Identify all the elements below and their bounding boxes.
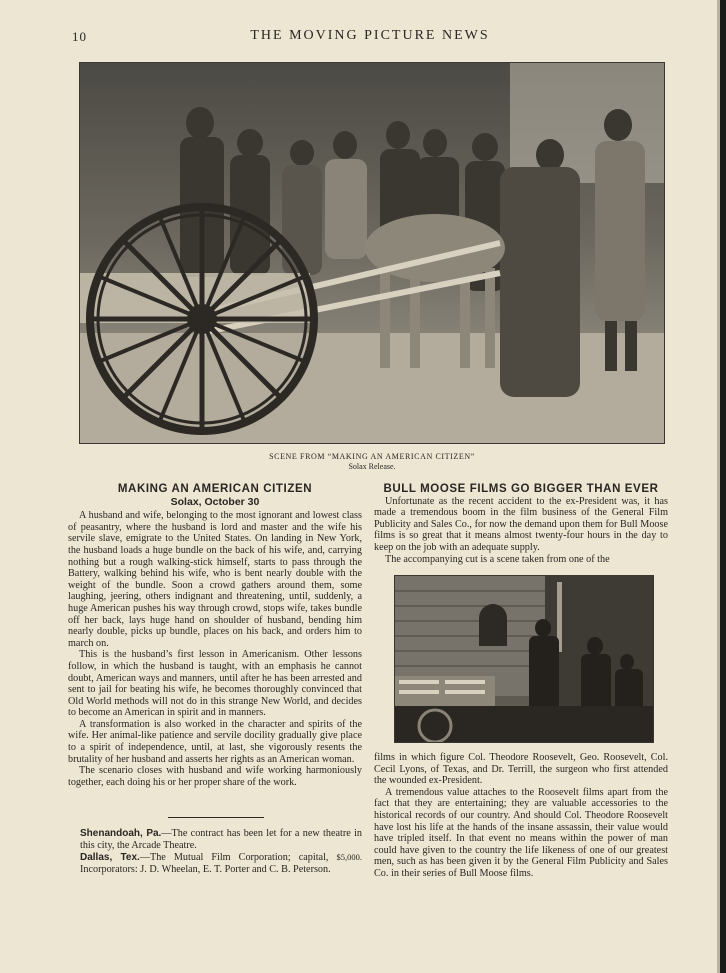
article-title: BULL MOOSE FILMS GO BIGGER THAN EVER bbox=[383, 483, 659, 495]
publication-masthead: THE MOVING PICTURE NEWS bbox=[250, 28, 490, 43]
article-paragraph: The accompanying cut is a scene taken from one of the bbox=[385, 553, 610, 565]
cart-crowd-illustration bbox=[80, 63, 664, 443]
page-edge-shadow bbox=[720, 0, 726, 973]
trade-note-shenandoah bbox=[80, 828, 362, 851]
note-text: Incorporators: J. D. Wheelan, E. T. Porter and C. B. Peterson. bbox=[80, 863, 331, 875]
note-text: —The Mutual Film Corporation; capital, bbox=[139, 852, 329, 864]
article-paragraph: A husband and wife, belonging to the most ignorant and lowest class of peasantry, where the husband is lord and master and the wife his servile slave, emigrate to the United States. On landing in New York, the husband loads a huge bundle on the back of his wife, and, carrying nothing but a rough walking-stick himself, starts to pass through the Battery, walking behind his wife, who is bent nearly double with the weight of the bundle. Soon a crowd gathers around them, some laughing, jeering, others indignant and threatening, until, suddenly, a huge American pushes his way through crowd, stops wife, takes bundle off her back, lays huge hand on shoulder of husband, bending him nearly double, picks up bundle, places on his back, and orders him to march on. bbox=[68, 510, 362, 649]
article-title: MAKING AN AMERICAN CITIZEN bbox=[117, 483, 313, 495]
article-paragraph: The scenario closes with husband and wife working harmoniously together, each doing his or her proper share of the work. bbox=[68, 765, 362, 788]
page-number: 10 bbox=[72, 29, 87, 44]
article-paragraph: A transformation is also worked in the character and spirits of the wife. Her animal-like patience and servile docility gradually give place to a spirit of independence, until, at last, she vigorously resents the brutality of her husband and asserts her rights as an American woman. bbox=[68, 718, 362, 765]
note-dateline: Shenandoah, Pa. bbox=[80, 828, 162, 839]
film-scene-photo bbox=[79, 62, 665, 444]
roosevelt-scene-illustration bbox=[395, 576, 653, 742]
note-amount: $5,000. bbox=[336, 852, 362, 863]
trade-notes bbox=[80, 828, 362, 876]
photo-credit: Solax Release. bbox=[348, 462, 396, 471]
article-paragraph: Unfortunate as the recent accident to the ex-President was, it has made a tremendous boom in the film business of the General Film Publicity and Sales Co., for now the demand upon them for Bull Moose films is so great that it means almost twenty-four hours in the day to keep on the job with an adequate supply. bbox=[374, 495, 668, 553]
page-edge-highlight bbox=[717, 0, 720, 973]
article-paragraph: films in which figure Col. Theodore Roosevelt, Geo. Roosevelt, Col. Cecil Lyons, of Texas, and Dr. Terrill, the surgeon who first attended the wounded ex-President. bbox=[374, 752, 668, 787]
roosevelt-film-photo bbox=[394, 575, 654, 743]
article-paragraph: This is the husband’s first lesson in Americanism. Other lessons follow, in which the husband is taught, with an emphasis he cannot doubt, American ways and manners, until after he has been arrested and sent to jail for beating his wife, he becomes thoroughly convinced that Old World methods will not do in this strange New World, and decides to become an American in spirit and in manners. bbox=[68, 649, 362, 719]
article-subtitle: Solax, October 30 bbox=[170, 495, 260, 508]
note-dateline: Dallas, Tex. bbox=[80, 852, 140, 864]
section-divider bbox=[168, 817, 264, 818]
photo-caption: SCENE FROM “MAKING AN AMERICAN CITIZEN” bbox=[269, 452, 475, 461]
article-bull-moose-films bbox=[374, 484, 668, 565]
trade-note-dallas bbox=[80, 852, 362, 875]
note-text: —The contract has been let for a new theatre in this city, the Arcade Theatre. bbox=[80, 828, 362, 851]
article-bull-moose-continued bbox=[374, 752, 668, 880]
article-making-an-american-citizen bbox=[68, 484, 362, 788]
article-paragraph: A tremendous value attaches to the Roosevelt films apart from the fact that they are entertaining; they are valuable accessories to the historical records of our country. And should Col. Theodore Roosevelt have lost his life at the hands of the insane assassin, their value would have tripled itself. In that event no means within the power of man could have given to the country the life likeness of one of our greatest men, such as has been given it by the General Film Publicity and Sales Co. in their series of Bull Moose films. bbox=[374, 786, 668, 879]
